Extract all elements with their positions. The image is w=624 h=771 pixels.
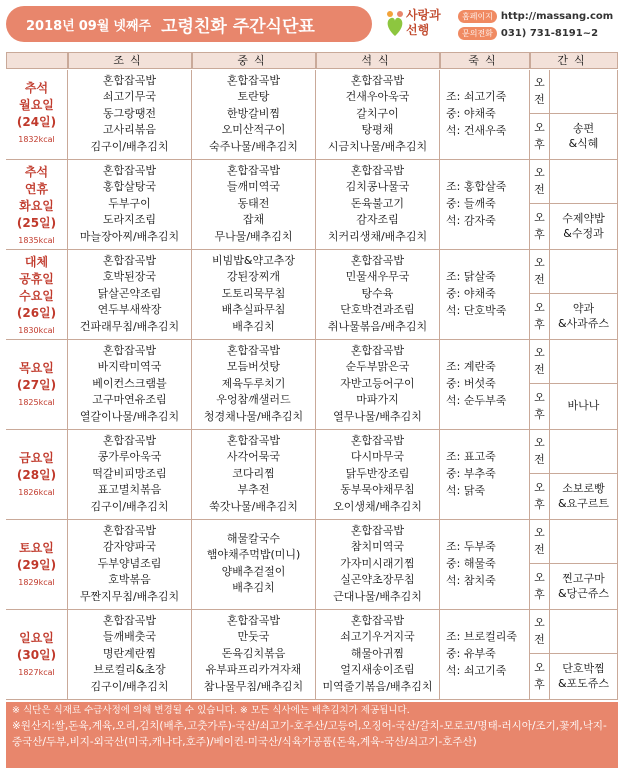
snack-cell xyxy=(550,610,618,699)
lunch-item: 양배추겉절이 xyxy=(221,564,286,578)
lunch-item: 혼합잡곡밥 xyxy=(226,164,281,177)
porridge-item: 조: 표고죽 xyxy=(446,450,496,463)
lunch-cell xyxy=(192,160,316,249)
dinner-cell xyxy=(316,340,440,429)
contact-info xyxy=(458,8,622,42)
col-head-breakfast: 조식 xyxy=(68,52,192,69)
snack-pm: 바나나 xyxy=(567,399,600,412)
breakfast-item: 김구이/배추김치 xyxy=(90,499,169,513)
snack-pm-label: 오후 xyxy=(534,481,545,511)
day-row xyxy=(6,340,618,430)
logo-line1: 사랑과 xyxy=(406,8,441,22)
breakfast-item: 마늘장아찌/배추김치 xyxy=(79,229,180,243)
lunch-cell xyxy=(192,340,316,429)
dinner-item: 동부묵야채무침 xyxy=(340,483,415,497)
breakfast-item: 떡갈비피망조림 xyxy=(92,466,167,480)
porridge-item: 석: 닭죽 xyxy=(446,484,486,497)
snack-cell xyxy=(550,160,618,249)
snack-pm-label: 오후 xyxy=(534,121,545,151)
breakfast-item: 콩가루아욱국 xyxy=(97,450,162,464)
dinner-item: 탕평채 xyxy=(361,123,394,137)
day-label xyxy=(6,70,68,159)
dinner-item: 혼합잡곡밥 xyxy=(350,434,405,447)
snack-pm: 소보로빵 &요구르트 xyxy=(557,482,610,510)
snack-pm: 찐고구마 &당근쥬스 xyxy=(557,572,610,600)
snack-cell xyxy=(550,70,618,159)
dinner-item: 마파가지 xyxy=(356,393,399,407)
dinner-item: 김치콩나물국 xyxy=(345,180,410,194)
breakfast-item: 바지락미역국 xyxy=(97,360,162,374)
porridge-item: 중: 버섯죽 xyxy=(446,377,496,390)
porridge-item: 조: 브로컬리죽 xyxy=(446,630,517,643)
snack-am xyxy=(550,250,617,294)
lunch-item: 쑥갓나물/배추김치 xyxy=(209,499,298,513)
lunch-item: 해물칼국수 xyxy=(226,532,281,545)
snack-pm: 단호박찜 &포도쥬스 xyxy=(557,662,610,690)
snack-pm-label: 오후 xyxy=(534,301,545,331)
homepage-label: 홈페이지 xyxy=(458,10,497,23)
porridge-item: 중: 부추죽 xyxy=(446,467,496,480)
homepage-link[interactable]: http://massang.com xyxy=(500,11,614,22)
day-kcal: 1829kcal xyxy=(18,578,55,587)
lunch-item: 혼합잡곡밥 xyxy=(226,344,281,357)
porridge-item: 조: 계란죽 xyxy=(446,360,496,373)
day-name: 추석 연휴 화요일 xyxy=(19,165,54,213)
dinner-item: 자반고등어구이 xyxy=(340,376,415,390)
dinner-item: 미역줄기볶음/배추김치 xyxy=(322,679,433,693)
snack-time xyxy=(530,340,550,429)
col-head-day xyxy=(6,52,68,69)
snack-am xyxy=(550,160,617,204)
porridge-item: 조: 닭살죽 xyxy=(446,270,496,283)
breakfast-item: 명란계란찜 xyxy=(102,646,157,660)
porridge-item: 조: 홍합살죽 xyxy=(446,180,507,193)
lunch-item: 제육두루치기 xyxy=(221,376,286,390)
snack-am xyxy=(550,430,617,474)
lunch-item: 배추김치 xyxy=(232,319,275,333)
day-date: (26일) xyxy=(16,306,57,320)
lunch-item: 강된장찌개 xyxy=(226,270,281,284)
breakfast-item: 혼합잡곡밥 xyxy=(102,434,157,447)
dinner-item: 혼합잡곡밥 xyxy=(350,254,405,267)
day-date: (29일) xyxy=(16,558,57,572)
lunch-item: 유부파프리카겨자채 xyxy=(205,663,302,677)
day-name: 목요일 xyxy=(19,361,54,375)
lunch-item: 혼합잡곡밥 xyxy=(226,74,281,87)
breakfast-item: 두부구이 xyxy=(108,196,151,210)
dinner-item: 닭두반장조림 xyxy=(345,466,410,480)
lunch-item: 한방갈비찜 xyxy=(226,106,281,120)
porridge-item: 중: 야채죽 xyxy=(446,107,496,120)
breakfast-item: 혼합잡곡밥 xyxy=(102,254,157,267)
dinner-item: 돈육불고기 xyxy=(350,196,405,210)
snack-am xyxy=(550,70,617,114)
day-label xyxy=(6,610,68,699)
breakfast-item: 고구마연유조림 xyxy=(92,393,167,407)
dinner-item: 취나물볶음/배추김치 xyxy=(327,319,428,333)
dinner-item: 치커리생채/배추김치 xyxy=(327,229,428,243)
lunch-item: 토란탕 xyxy=(237,90,270,104)
dinner-item: 오이생채/배추김치 xyxy=(333,499,422,513)
footer xyxy=(6,702,618,768)
dinner-item: 순두부맑은국 xyxy=(345,360,410,374)
porridge-item: 석: 쇠고기죽 xyxy=(446,664,507,677)
lunch-item: 혼합잡곡밥 xyxy=(226,434,281,447)
phone-label: 문의전화 xyxy=(458,27,497,40)
snack-pm-label: 오후 xyxy=(534,211,545,241)
day-row xyxy=(6,430,618,520)
snack-cell xyxy=(550,340,618,429)
dinner-item: 가자미시래기찜 xyxy=(340,556,415,570)
breakfast-cell xyxy=(68,160,192,249)
breakfast-item: 감자양파국 xyxy=(102,540,157,554)
porridge-item: 석: 순두부죽 xyxy=(446,394,507,407)
lunch-item: 우엉참깨샐러드 xyxy=(216,393,291,407)
lunch-item: 들깨미역국 xyxy=(226,180,281,194)
snack-time xyxy=(530,250,550,339)
porridge-cell xyxy=(440,250,530,339)
breakfast-item: 혼합잡곡밥 xyxy=(102,164,157,177)
breakfast-cell xyxy=(68,610,192,699)
snack-pm-label: 오후 xyxy=(534,661,545,691)
day-label xyxy=(6,520,68,609)
snack-cell xyxy=(550,250,618,339)
lunch-cell xyxy=(192,70,316,159)
dinner-item: 참치미역국 xyxy=(350,540,405,554)
day-name: 금요일 xyxy=(19,451,54,465)
footer-origin: ※원산지:쌀,돈육,계육,오리,김치(배추,고춧가루)-국산/쇠고기-호주산/고등어,오징어-국산/갈치-모로코/명태-러시아/조기,꽃게,낙지-중국산/두부,비지-외국산(미국,캐나다,호주)/베이컨-미국산/식육가공품(돈육,계육-국산/쇠고기-호주산) xyxy=(12,720,607,748)
breakfast-item: 고사리볶음 xyxy=(102,123,157,137)
dinner-cell xyxy=(316,430,440,519)
snack-am-label: 오전 xyxy=(530,250,549,294)
day-name: 대체 공휴일 수요일 xyxy=(19,255,54,303)
dinner-item: 단호박견과조림 xyxy=(340,303,415,317)
day-label xyxy=(6,340,68,429)
col-head-snack: 간식 xyxy=(530,52,618,69)
day-row xyxy=(6,610,618,700)
snack-am-label: 오전 xyxy=(530,70,549,114)
dinner-item: 시금치나물/배추김치 xyxy=(327,139,428,153)
snack-am xyxy=(550,610,617,654)
dinner-item: 근대나물/배추김치 xyxy=(333,589,422,603)
snack-am-label: 오전 xyxy=(530,160,549,204)
logo-line2: 선행 xyxy=(406,23,430,37)
day-kcal: 1832kcal xyxy=(18,135,55,144)
day-kcal: 1835kcal xyxy=(18,236,55,245)
breakfast-item: 홍합살탕국 xyxy=(102,180,157,194)
breakfast-item: 혼합잡곡밥 xyxy=(102,614,157,627)
breakfast-item: 혼합잡곡밥 xyxy=(102,524,157,537)
porridge-item: 중: 야채죽 xyxy=(446,287,496,300)
day-row xyxy=(6,70,618,160)
breakfast-item: 닭살곤약조림 xyxy=(97,286,162,300)
lunch-item: 오미산적구이 xyxy=(221,123,286,137)
dinner-item: 실곤약초장무침 xyxy=(340,573,415,587)
breakfast-item: 열갈이나물/배추김치 xyxy=(79,409,180,423)
lunch-item: 숙주나물/배추김치 xyxy=(209,139,298,153)
day-date: (30일) xyxy=(16,648,57,662)
page-title: 고령친화 주간식단표 xyxy=(161,16,315,37)
phone-number: 031) 731-8191~2 xyxy=(500,28,599,39)
snack-am-label: 오전 xyxy=(530,430,549,474)
snack-pm-label: 오후 xyxy=(534,391,545,421)
col-head-porridge: 죽식 xyxy=(440,52,530,69)
porridge-item: 석: 단호박죽 xyxy=(446,304,507,317)
snack-cell xyxy=(550,430,618,519)
porridge-cell xyxy=(440,70,530,159)
breakfast-item: 브로컬리&초장 xyxy=(93,663,166,677)
day-date: (25일) xyxy=(16,216,57,230)
day-row xyxy=(6,250,618,340)
dinner-item: 혼합잡곡밥 xyxy=(350,164,405,177)
header xyxy=(0,0,624,50)
breakfast-item: 표고멸치볶음 xyxy=(97,483,162,497)
dinner-item: 다시마무국 xyxy=(350,450,405,464)
snack-time xyxy=(530,430,550,519)
snack-pm: 약과 &사과쥬스 xyxy=(557,302,610,330)
lunch-cell xyxy=(192,610,316,699)
snack-pm: 수제약밥 &수정과 xyxy=(562,212,605,240)
lunch-item: 만둣국 xyxy=(237,630,270,644)
lunch-cell xyxy=(192,520,316,609)
heart-hands-icon xyxy=(384,10,406,40)
lunch-item: 배추김치 xyxy=(232,581,275,595)
logo-text xyxy=(406,8,441,38)
porridge-item: 조: 쇠고기죽 xyxy=(446,90,507,103)
snack-time xyxy=(530,160,550,249)
day-row xyxy=(6,520,618,610)
breakfast-item: 쇠고기무국 xyxy=(102,90,157,104)
lunch-cell xyxy=(192,430,316,519)
day-kcal: 1827kcal xyxy=(18,668,55,677)
porridge-cell xyxy=(440,430,530,519)
porridge-item: 중: 들깨죽 xyxy=(446,197,496,210)
porridge-cell xyxy=(440,520,530,609)
porridge-item: 석: 참치죽 xyxy=(446,574,496,587)
lunch-item: 배추실파무침 xyxy=(221,303,286,317)
lunch-item: 도토리묵무침 xyxy=(221,286,286,300)
breakfast-item: 건파래무침/배추김치 xyxy=(79,319,180,333)
lunch-item: 코다리찜 xyxy=(232,466,275,480)
lunch-cell xyxy=(192,250,316,339)
snack-am xyxy=(550,520,617,564)
breakfast-cell xyxy=(68,70,192,159)
lunch-item: 청경채나물/배추김치 xyxy=(203,409,304,423)
lunch-item: 혼합잡곡밥 xyxy=(226,614,281,627)
dinner-cell xyxy=(316,610,440,699)
snack-time xyxy=(530,520,550,609)
phone-row xyxy=(458,25,622,42)
lunch-item: 사각어묵국 xyxy=(226,450,281,464)
lunch-item: 모듬버섯탕 xyxy=(226,360,281,374)
snack-time xyxy=(530,70,550,159)
breakfast-item: 호박된장국 xyxy=(102,270,157,284)
breakfast-item: 혼합잡곡밥 xyxy=(102,74,157,87)
dinner-item: 민물새우무국 xyxy=(345,270,410,284)
day-label xyxy=(6,160,68,249)
dinner-item: 혼합잡곡밥 xyxy=(350,614,405,627)
porridge-item: 조: 두부죽 xyxy=(446,540,496,553)
logo xyxy=(384,6,454,44)
day-label xyxy=(6,250,68,339)
footer-note: ※ 식단은 식재료 수급사정에 의해 변경될 수 있습니다. ※ 모든 식사에는 배추김치가 제공됩니다. xyxy=(12,705,410,716)
day-name: 토요일 xyxy=(19,541,54,555)
porridge-cell xyxy=(440,340,530,429)
lunch-item: 참나물무침/배추김치 xyxy=(203,679,304,693)
breakfast-item: 들깨배춧국 xyxy=(102,630,157,644)
breakfast-cell xyxy=(68,250,192,339)
breakfast-item: 호박볶음 xyxy=(108,573,151,587)
porridge-cell xyxy=(440,160,530,249)
dinner-item: 해물아귀찜 xyxy=(350,646,405,660)
breakfast-item: 베이컨스크램블 xyxy=(92,376,167,390)
day-date: (27일) xyxy=(16,378,57,392)
snack-cell xyxy=(550,520,618,609)
lunch-item: 무나물/배추김치 xyxy=(214,229,293,243)
col-head-lunch: 중식 xyxy=(192,52,316,69)
day-kcal: 1826kcal xyxy=(18,488,55,497)
day-label xyxy=(6,430,68,519)
breakfast-item: 혼합잡곡밥 xyxy=(102,344,157,357)
breakfast-item: 무짠지무침/배추김치 xyxy=(79,589,180,603)
porridge-item: 중: 유부죽 xyxy=(446,647,496,660)
breakfast-cell xyxy=(68,520,192,609)
porridge-item: 석: 감자죽 xyxy=(446,214,496,227)
snack-am-label: 오전 xyxy=(530,340,549,384)
breakfast-item: 연두부새싹장 xyxy=(97,303,162,317)
day-name: 일요일 xyxy=(19,631,54,645)
dinner-item: 열무나물/배추김치 xyxy=(333,409,422,423)
lunch-item: 동태전 xyxy=(237,196,270,210)
lunch-item: 잡채 xyxy=(242,213,265,227)
breakfast-item: 김구이/배추김치 xyxy=(90,139,169,153)
homepage-row xyxy=(458,8,622,25)
month: 09월 xyxy=(78,18,110,34)
snack-pm-label: 오후 xyxy=(534,571,545,601)
snack-time xyxy=(530,610,550,699)
lunch-item: 비빔밥&약고추장 xyxy=(212,254,295,267)
porridge-item: 중: 해물죽 xyxy=(446,557,496,570)
dinner-item: 혼합잡곡밥 xyxy=(350,524,405,537)
day-name: 추석 월요일 xyxy=(19,81,54,112)
breakfast-item: 동그랑땡전 xyxy=(102,106,157,120)
title-bar xyxy=(6,6,372,42)
year: 2018년 xyxy=(26,18,75,34)
snack-am-label: 오전 xyxy=(530,520,549,564)
snack-pm: 송편 &식혜 xyxy=(568,122,599,150)
dinner-cell xyxy=(316,160,440,249)
dinner-item: 혼합잡곡밥 xyxy=(350,74,405,87)
lunch-item: 햄야채주먹밥(미니) xyxy=(206,548,301,562)
dinner-item: 감자조림 xyxy=(356,213,399,227)
day-date: (28일) xyxy=(16,468,57,482)
day-kcal: 1830kcal xyxy=(18,326,55,335)
dinner-cell xyxy=(316,70,440,159)
dinner-cell xyxy=(316,520,440,609)
day-date: (24일) xyxy=(16,115,57,129)
week: 넷째주 xyxy=(113,18,152,34)
dinner-cell xyxy=(316,250,440,339)
day-row xyxy=(6,160,618,250)
snack-am-label: 오전 xyxy=(530,610,549,654)
dinner-item: 얼지새송이조림 xyxy=(340,663,415,677)
breakfast-item: 도라지조림 xyxy=(102,213,157,227)
lunch-item: 돈육김치볶음 xyxy=(221,646,286,660)
dinner-item: 쇠고기우거지국 xyxy=(340,630,415,644)
porridge-item: 석: 건새우죽 xyxy=(446,124,507,137)
dinner-item: 갈치구이 xyxy=(356,106,399,120)
lunch-item: 부추전 xyxy=(237,483,270,497)
snack-am xyxy=(550,340,617,384)
porridge-cell xyxy=(440,610,530,699)
breakfast-cell xyxy=(68,430,192,519)
dinner-item: 혼합잡곡밥 xyxy=(350,344,405,357)
day-kcal: 1825kcal xyxy=(18,398,55,407)
col-head-dinner: 석식 xyxy=(316,52,440,69)
breakfast-item: 두부양념조림 xyxy=(97,556,162,570)
breakfast-item: 김구이/배추김치 xyxy=(90,679,169,693)
dinner-item: 건새우아욱국 xyxy=(345,90,410,104)
breakfast-cell xyxy=(68,340,192,429)
dinner-item: 탕수육 xyxy=(361,286,394,300)
